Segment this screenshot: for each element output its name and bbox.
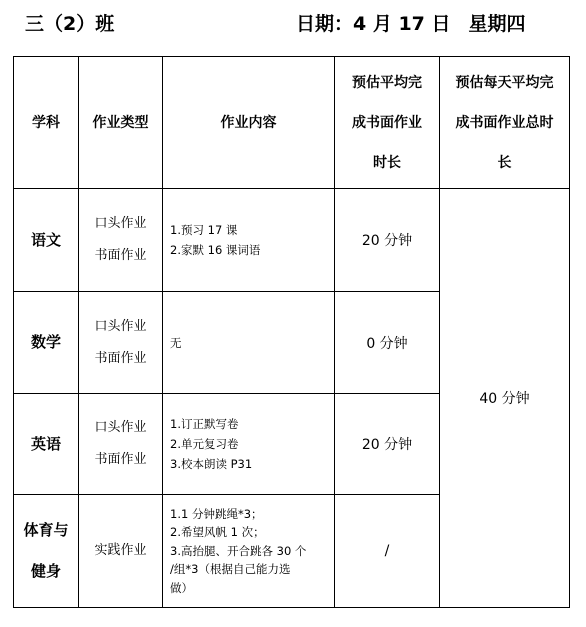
class-label: 三（2）班	[25, 13, 115, 35]
header-avg-time-line: 预估平均完	[352, 74, 422, 91]
subject-cell: 语文	[14, 189, 79, 292]
content-cell: 1.1 分钟跳绳*3； 2.希望风帆 1 次； 3.高抬腿、开合跳各 30 个 /组*3（根据自己能力选 做）	[163, 495, 335, 608]
header-type: 作业类型	[79, 57, 163, 189]
type-cell: 口头作业 书面作业	[79, 292, 163, 394]
subject-cell: 英语	[14, 394, 79, 495]
time-cell: 0 分钟	[335, 292, 440, 394]
time-cell: /	[335, 495, 440, 608]
header-avg-time-line: 成书面作业	[352, 114, 422, 131]
header-content: 作业内容	[163, 57, 335, 189]
subject-cell: 数学	[14, 292, 79, 394]
header-daily-total-line: 成书面作业总时	[455, 114, 554, 131]
date-label: 日期：4 月 17 日	[296, 13, 451, 35]
time-cell: 20 分钟	[335, 394, 440, 495]
weekday-label: 星期四	[468, 13, 526, 35]
daily-total-cell: 40 分钟	[440, 189, 570, 608]
header-daily-total-line: 长	[497, 154, 512, 171]
table-row-chinese	[14, 189, 570, 292]
type-cell: 实践作业	[79, 495, 163, 608]
header-daily-total-line: 预估每天平均完	[455, 74, 554, 91]
content-cell: 1.订正默写卷 2.单元复习卷 3.校本朗读 P31	[163, 394, 335, 495]
type-cell: 口头作业 书面作业	[79, 394, 163, 495]
header-avg-time-line: 时长	[373, 154, 401, 171]
date-line	[296, 9, 526, 36]
header-subject: 学科	[14, 57, 79, 189]
content-cell: 无	[163, 292, 335, 394]
time-cell: 20 分钟	[335, 189, 440, 292]
homework-table	[13, 56, 570, 608]
header-daily-total	[440, 57, 570, 189]
content-cell: 1.预习 17 课 2.家默 16 课词语	[163, 189, 335, 292]
type-cell: 口头作业 书面作业	[79, 189, 163, 292]
header-row	[14, 57, 570, 189]
header-avg-time	[335, 57, 440, 189]
subject-cell: 体育与 健身	[14, 495, 79, 608]
